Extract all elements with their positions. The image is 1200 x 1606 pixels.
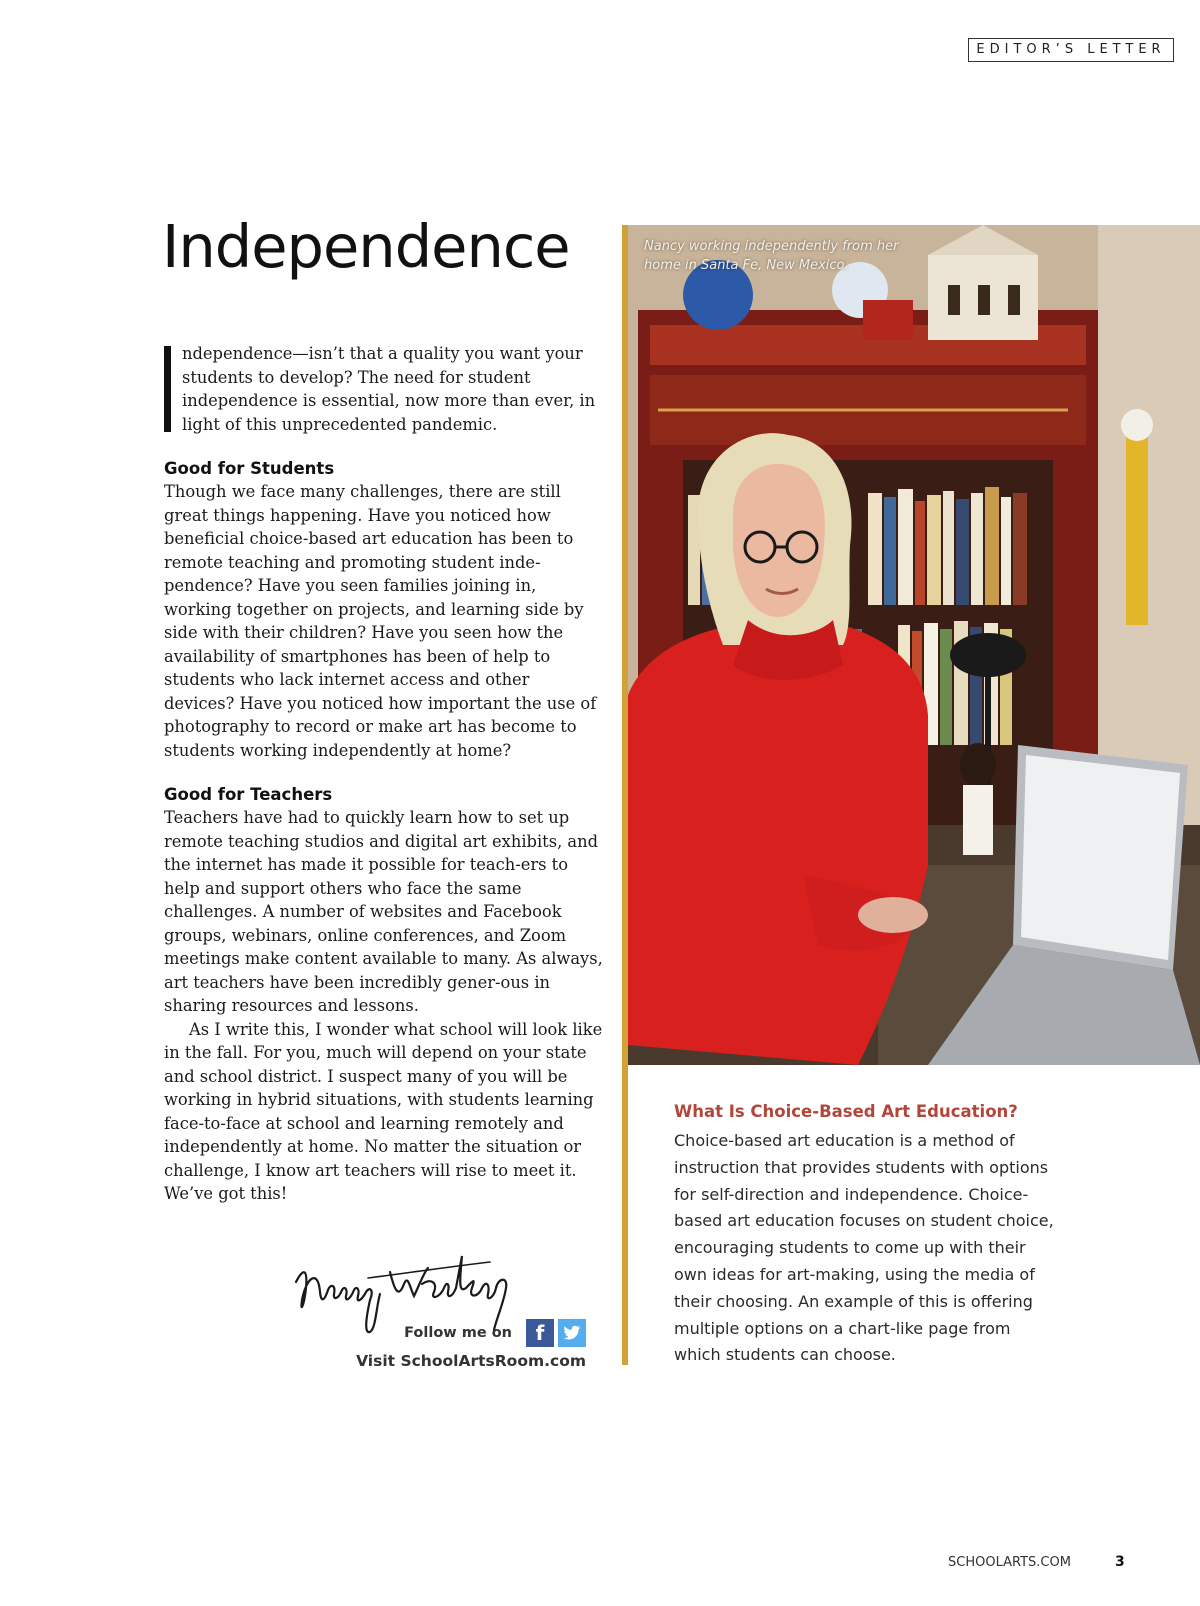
sidebar-text: Choice-based art education is a method of instruction that provides students with options for self-direction and independence. Choice-based art education focuses on student choice, encouraging students to come up with their own ideas for art-making, using the media of their choosing. An example of this is offering multiple options on a chart-like page from which students can choose. xyxy=(674,1131,1054,1365)
social-follow xyxy=(400,1318,586,1348)
photo-caption: Nancy working independently from her home in Santa Fe, New Mexico. xyxy=(644,239,899,273)
page-number: 3 xyxy=(1115,1554,1125,1570)
section-paragraph: Teachers have had to quickly learn how to set up remote teaching studios and digital art exhibits, and the internet has made it possible for teach-ers to help and support others who face the same challenges. A number of websites and Facebook groups, webinars, online conferences, and Zoom meetings make content available to many. As always, art teachers have been incredibly gener-ous in sharing resources and lessons. xyxy=(164,808,603,1015)
follow-label: Follow me on xyxy=(404,1325,512,1341)
twitter-bird-glyph xyxy=(563,1325,581,1341)
facebook-icon[interactable]: f xyxy=(526,1319,554,1347)
section-paragraph: Though we face many challenges, there are still great things happening. Have you noticed how beneficial choice-based art education has been to remote teaching and promoting student inde-pendence? Have you seen families joining in, working together on projects, and learning side by side with their children? Have you seen how the availability of smartphones has been of help to students who lack internet access and other devices? Have you noticed how important the use of photography to record or make art has become to students working independently at home? xyxy=(164,482,597,760)
photo-illustration xyxy=(628,225,1200,1065)
footer-site: SCHOOLARTS.COM xyxy=(948,1555,1071,1570)
drop-cap xyxy=(164,346,171,432)
sidebar-title: What Is Choice-Based Art Education? xyxy=(674,1102,1018,1121)
sidebar-box xyxy=(674,1100,1054,1369)
visit-link[interactable]: Visit SchoolArtsRoom.com xyxy=(356,1352,586,1370)
section-heading-teachers: Good for Teachers xyxy=(164,785,333,804)
article-body xyxy=(164,342,604,1206)
portrait-photo xyxy=(628,225,1200,1065)
article-title: Independence xyxy=(162,212,570,281)
section-heading-students: Good for Students xyxy=(164,459,335,478)
intro-text: ndependence—isn’t that a quality you want your students to develop? The need for student independence is essential, now more than ever, in light of this unprecedented pandemic. xyxy=(182,344,596,434)
section-label: EDITOR’S LETTER xyxy=(968,38,1174,62)
twitter-icon[interactable] xyxy=(558,1319,586,1347)
section-paragraph: As I write this, I wonder what school will look like in the fall. For you, much will depend on your state and school district. I suspect many of you will be working in hybrid situations, with students learning face-to-face at school and learning remotely and independently at home. No matter the situation or challenge, I know art teachers will rise to meet it. We’ve got this! xyxy=(164,1019,603,1203)
intro-paragraph xyxy=(164,342,604,436)
